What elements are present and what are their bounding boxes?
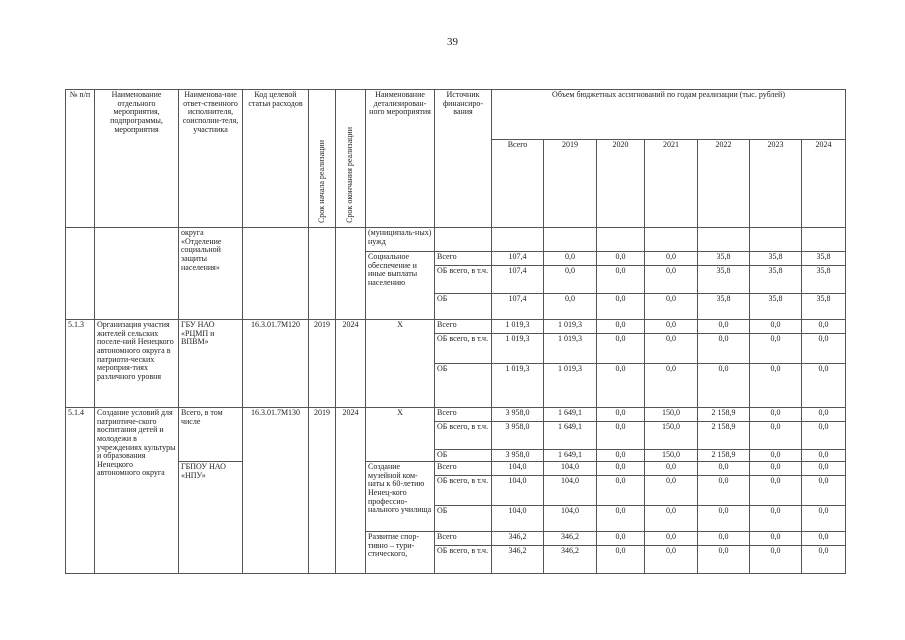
value-cell: 0,0: [645, 320, 698, 334]
value-cell: 0,0: [698, 334, 750, 364]
table-row: [66, 462, 846, 476]
item-514-end: 2024: [336, 408, 366, 574]
cont-end: [336, 228, 366, 320]
value-cell: 104,0: [492, 476, 544, 506]
value-cell: 0,0: [544, 294, 597, 320]
value-cell: 0,0: [750, 506, 802, 532]
value-cell: 0,0: [802, 462, 846, 476]
table-row: [66, 408, 846, 422]
source-cell: ОБ: [435, 506, 492, 532]
value-cell: 1 019,3: [544, 364, 597, 408]
header-total: Всего: [492, 140, 544, 228]
value-cell: 1 649,1: [544, 422, 597, 450]
value-cell: 0,0: [802, 364, 846, 408]
value-cell: 150,0: [645, 408, 698, 422]
value-cell: 1 019,3: [544, 320, 597, 334]
value-cell: 0,0: [597, 532, 645, 546]
value-cell: 35,8: [802, 294, 846, 320]
source-cell: Всего: [435, 320, 492, 334]
header-code: Код целевой статьи расходов: [243, 90, 309, 228]
table-row: [66, 320, 846, 334]
value-cell: 107,4: [492, 294, 544, 320]
source-cell: ОБ: [435, 364, 492, 408]
value-cell: 2 158,9: [698, 408, 750, 422]
value-cell: 0,0: [802, 546, 846, 574]
value-cell: 0,0: [645, 506, 698, 532]
value-cell: 0,0: [597, 252, 645, 266]
value-cell: 0,0: [597, 364, 645, 408]
value-cell: 1 019,3: [544, 334, 597, 364]
item-513-name: Организация участия жителей сельских поселе-ний Ненецкого автономного округа в патриоти-ческих мероприя-тиях различного уровня: [95, 320, 179, 408]
value-cell: 1 019,3: [492, 364, 544, 408]
value-cell: 0,0: [597, 546, 645, 574]
value-cell: 0,0: [698, 364, 750, 408]
item-514-start: 2019: [309, 408, 336, 574]
budget-table: [65, 89, 846, 574]
value-cell: 0,0: [597, 294, 645, 320]
source-cell: Всего: [435, 462, 492, 476]
source-cell: ОБ всего, в т.ч.: [435, 546, 492, 574]
value-cell: 0,0: [802, 408, 846, 422]
value-cell: 346,2: [544, 546, 597, 574]
value-cell: 2 158,9: [698, 450, 750, 462]
item-514-sub2-detail: Развитие спор-тивно – тури-стического,: [366, 532, 435, 574]
value-cell: 0,0: [750, 334, 802, 364]
item-513-end: 2024: [336, 320, 366, 408]
cont-name: [95, 228, 179, 320]
page-number: 39: [447, 36, 458, 48]
value-cell: 1 019,3: [492, 334, 544, 364]
value-cell: 0,0: [645, 462, 698, 476]
item-513-detail: Х: [366, 320, 435, 408]
cont-code: [243, 228, 309, 320]
item-514-executor-a: Всего, в том числе: [179, 408, 243, 462]
value-cell: 0,0: [597, 450, 645, 462]
header-row-1: [66, 90, 846, 140]
value-cell: 104,0: [544, 462, 597, 476]
value-cell: 0,0: [645, 334, 698, 364]
continuation-row: [66, 228, 846, 252]
value-cell: 35,8: [698, 266, 750, 294]
header-detail: Наименование детализирован-ного мероприятия: [366, 90, 435, 228]
cont-num: [66, 228, 95, 320]
value-cell: 0,0: [698, 532, 750, 546]
item-514-executor-b: ГБПОУ НАО «НПУ»: [179, 462, 243, 574]
value-cell: 104,0: [492, 462, 544, 476]
value-cell: 0,0: [544, 252, 597, 266]
value-cell: 0,0: [802, 532, 846, 546]
header-2019: 2019: [544, 140, 597, 228]
value-cell: 3 958,0: [492, 450, 544, 462]
header-volume: Объем бюджетных ассигнований по годам реализации (тыс. рублей): [492, 90, 846, 140]
cont-blank-src: [435, 228, 492, 252]
value-cell: 0,0: [645, 266, 698, 294]
value-cell: 1 019,3: [492, 320, 544, 334]
value-cell: 150,0: [645, 422, 698, 450]
header-start-cell: [309, 90, 336, 228]
header-executor: Наименова-ние ответ-ственного исполнителя, соисполни-теля, участника: [179, 90, 243, 228]
value-cell: 0,0: [750, 546, 802, 574]
item-514-code: 16.3.01.7М130: [243, 408, 309, 574]
value-cell: 0,0: [645, 546, 698, 574]
value-cell: 0,0: [698, 320, 750, 334]
value-cell: 0,0: [645, 532, 698, 546]
value-cell: 0,0: [750, 364, 802, 408]
header-2022: 2022: [698, 140, 750, 228]
value-cell: 0,0: [597, 408, 645, 422]
value-cell: 3 958,0: [492, 408, 544, 422]
item-514-num: 5.1.4: [66, 408, 95, 574]
value-cell: 0,0: [698, 462, 750, 476]
value-cell: 0,0: [544, 266, 597, 294]
value-cell: 0,0: [597, 476, 645, 506]
value-cell: 0,0: [645, 294, 698, 320]
value-cell: 0,0: [750, 462, 802, 476]
value-cell: 0,0: [645, 252, 698, 266]
cont-detail-next: Социальное обеспечение и иные выплаты населению: [366, 252, 435, 320]
source-cell: Всего: [435, 408, 492, 422]
value-cell: 0,0: [597, 462, 645, 476]
value-cell: 104,0: [492, 506, 544, 532]
value-cell: 0,0: [802, 422, 846, 450]
header-start: Срок начала реализации: [316, 140, 326, 224]
cont-start: [309, 228, 336, 320]
value-cell: 3 958,0: [492, 422, 544, 450]
cont-detail-tail: (муниципаль-ных) нужд: [366, 228, 435, 252]
value-cell: 35,8: [750, 252, 802, 266]
value-cell: 104,0: [544, 506, 597, 532]
item-514-sub1-detail: Создание музейной ком-наты к 60-летию Ненец-кого профессио-нального училища: [366, 462, 435, 532]
item-513-start: 2019: [309, 320, 336, 408]
value-cell: 0,0: [802, 320, 846, 334]
value-cell: 346,2: [492, 532, 544, 546]
value-cell: 0,0: [597, 320, 645, 334]
value-cell: 0,0: [750, 450, 802, 462]
value-cell: 35,8: [698, 294, 750, 320]
value-cell: 346,2: [544, 532, 597, 546]
value-cell: 0,0: [802, 476, 846, 506]
value-cell: 107,4: [492, 266, 544, 294]
value-cell: 2 158,9: [698, 422, 750, 450]
value-cell: 35,8: [802, 266, 846, 294]
value-cell: 0,0: [698, 546, 750, 574]
header-2020: 2020: [597, 140, 645, 228]
header-2024: 2024: [802, 140, 846, 228]
value-cell: 35,8: [698, 252, 750, 266]
value-cell: 0,0: [750, 476, 802, 506]
source-cell: ОБ всего, в т.ч.: [435, 334, 492, 364]
header-end: Срок окончания реализации: [345, 127, 355, 224]
value-cell: 35,8: [750, 266, 802, 294]
source-cell: Всего: [435, 532, 492, 546]
header-num: № п/п: [66, 90, 95, 228]
value-cell: 0,0: [750, 532, 802, 546]
value-cell: 0,0: [597, 334, 645, 364]
value-cell: 0,0: [802, 506, 846, 532]
value-cell: 0,0: [645, 364, 698, 408]
header-2021: 2021: [645, 140, 698, 228]
value-cell: 35,8: [802, 252, 846, 266]
source-cell: ОБ всего, в т.ч.: [435, 266, 492, 294]
value-cell: 0,0: [750, 320, 802, 334]
value-cell: 0,0: [698, 476, 750, 506]
source-cell: ОБ всего, в т.ч.: [435, 422, 492, 450]
source-cell: Всего: [435, 252, 492, 266]
value-cell: 0,0: [597, 506, 645, 532]
header-2023: 2023: [750, 140, 802, 228]
item-514-detail: Х: [366, 408, 435, 462]
value-cell: 0,0: [750, 422, 802, 450]
header-name: Наименование отдельного мероприятия, подпрограммы, мероприятия: [95, 90, 179, 228]
value-cell: 1 649,1: [544, 450, 597, 462]
value-cell: 1 649,1: [544, 408, 597, 422]
value-cell: 0,0: [698, 506, 750, 532]
header-end-cell: [336, 90, 366, 228]
value-cell: 35,8: [750, 294, 802, 320]
value-cell: 104,0: [544, 476, 597, 506]
value-cell: 0,0: [597, 266, 645, 294]
source-cell: ОБ: [435, 294, 492, 320]
source-cell: ОБ: [435, 450, 492, 462]
value-cell: 107,4: [492, 252, 544, 266]
item-513-num: 5.1.3: [66, 320, 95, 408]
value-cell: 150,0: [645, 450, 698, 462]
value-cell: 0,0: [750, 408, 802, 422]
value-cell: 346,2: [492, 546, 544, 574]
value-cell: 0,0: [802, 450, 846, 462]
value-cell: 0,0: [597, 422, 645, 450]
item-513-executor: ГБУ НАО «РЦМП и ВПВМ»: [179, 320, 243, 408]
value-cell: 0,0: [645, 476, 698, 506]
value-cell: 0,0: [802, 334, 846, 364]
item-514-name: Создание условий для патриотиче-ского воспитания детей и молодежи в учреждениях культуры и образования Ненецкого автономного округа: [95, 408, 179, 574]
cont-executor: округа «Отделение социальной защиты населения»: [179, 228, 243, 320]
item-513-code: 16.3.01.7М120: [243, 320, 309, 408]
source-cell: ОБ всего, в т.ч.: [435, 476, 492, 506]
header-source: Источник финансиро-вания: [435, 90, 492, 228]
